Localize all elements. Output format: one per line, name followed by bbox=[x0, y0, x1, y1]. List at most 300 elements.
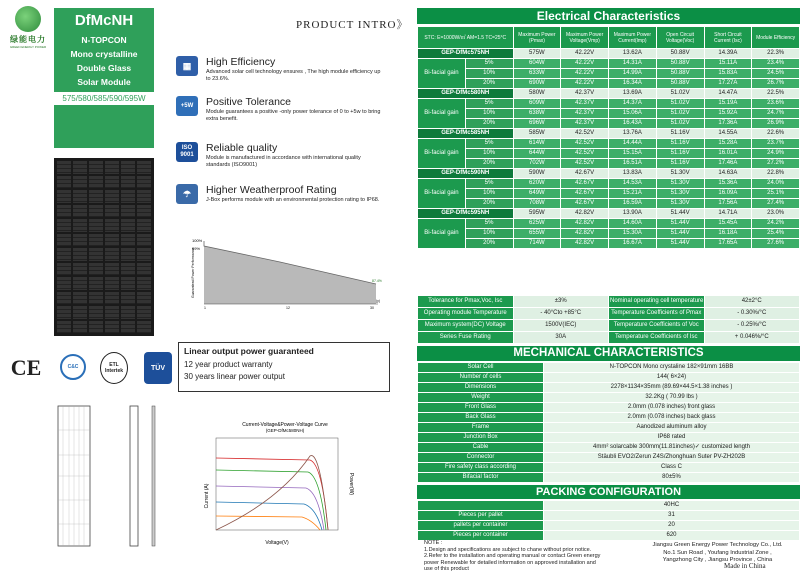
table-cell: IP68 rated bbox=[544, 433, 800, 443]
panel-cell bbox=[137, 190, 151, 203]
feature-title: Reliable quality bbox=[206, 142, 278, 154]
feature-title: Higher Weatherproof Rating bbox=[206, 184, 337, 196]
panel-cell bbox=[57, 248, 71, 261]
gain-row bbox=[418, 139, 800, 149]
table-cell: 14.99A bbox=[609, 69, 657, 79]
mechanical-row bbox=[418, 363, 800, 373]
tolerance-row bbox=[418, 332, 800, 344]
panel-cell bbox=[121, 277, 135, 290]
degr-x-tick: 1 bbox=[204, 306, 206, 310]
gain-row bbox=[418, 159, 800, 169]
table-cell: Bi-facial gain bbox=[418, 99, 466, 129]
table-cell: 13.69A bbox=[609, 89, 657, 99]
mechanical-table bbox=[417, 362, 800, 483]
table-cell: 15.28A bbox=[704, 139, 752, 149]
panel-cell bbox=[105, 248, 119, 261]
model-row bbox=[418, 169, 800, 179]
panel-cell bbox=[89, 306, 103, 319]
warranty-line: 30 years linear power output bbox=[184, 372, 285, 381]
note-line: use of this product bbox=[424, 566, 469, 573]
table-cell: 51.30V bbox=[656, 189, 704, 199]
mechanical-title: MECHANICAL CHARACTERISTICS bbox=[417, 346, 800, 361]
panel-cell bbox=[121, 219, 135, 232]
table-cell: 42.67V bbox=[561, 169, 609, 179]
panel-cell bbox=[105, 277, 119, 290]
table-cell: 15.92A bbox=[704, 109, 752, 119]
table-cell: GEP-DfMc585NH bbox=[418, 129, 514, 139]
table-cell: 42.37V bbox=[561, 119, 609, 129]
warranty-heading: Linear output power guaranteed bbox=[184, 346, 314, 356]
gain-row bbox=[418, 59, 800, 69]
table-cell: 51.30V bbox=[656, 179, 704, 189]
brand-name-cn: 绿能电力 bbox=[10, 35, 46, 44]
table-cell: 51.30V bbox=[656, 169, 704, 179]
panel-cell bbox=[89, 205, 103, 218]
table-cell: 15.45A bbox=[704, 219, 752, 229]
table-cell: 24.9% bbox=[752, 149, 800, 159]
panel-cell bbox=[105, 263, 119, 276]
panel-cell bbox=[89, 176, 103, 189]
solar-panel-icon: ▦ bbox=[176, 56, 198, 76]
table-cell: 575W bbox=[513, 49, 561, 59]
address-line: Yangzhong City , Jiangsu Province , China bbox=[662, 557, 773, 563]
iv-curve-chart bbox=[200, 420, 370, 552]
table-cell: 24.0% bbox=[752, 179, 800, 189]
table-cell: 51.02V bbox=[656, 109, 704, 119]
feature-positive-tolerance bbox=[176, 96, 391, 126]
table-cell: + 0.046%/°C bbox=[704, 332, 800, 344]
table-cell: 2.0mm (0.078 inches) front glass bbox=[544, 403, 800, 413]
gain-row bbox=[418, 199, 800, 209]
degr-area bbox=[204, 241, 376, 304]
panel-cell bbox=[73, 306, 87, 319]
table-cell: Cable bbox=[418, 443, 544, 453]
table-cell: Maximum Power (Pmax) bbox=[513, 27, 561, 49]
panel-cell bbox=[137, 277, 151, 290]
table-cell: Bi-facial gain bbox=[418, 59, 466, 89]
panel-cell bbox=[57, 205, 71, 218]
table-cell: 25.4% bbox=[752, 229, 800, 239]
table-cell: 51.16V bbox=[656, 159, 704, 169]
table-cell: Weight bbox=[418, 393, 544, 403]
table-cell: 51.16V bbox=[656, 139, 704, 149]
table-cell: 50.88V bbox=[656, 79, 704, 89]
table-cell: 17.27A bbox=[704, 79, 752, 89]
address-line: Jiangsu Green Energy Power Technology Co., Ltd. bbox=[652, 542, 783, 548]
feature-title: High Efficiency bbox=[206, 56, 276, 68]
table-cell: 14.71A bbox=[704, 209, 752, 219]
table-cell: Bi-facial gain bbox=[418, 179, 466, 209]
table-cell: 14.47A bbox=[704, 89, 752, 99]
panel-cell bbox=[121, 234, 135, 247]
panel-cell bbox=[121, 321, 135, 334]
table-cell: 609W bbox=[513, 99, 561, 109]
made-in: Made in China bbox=[724, 562, 766, 570]
panel-cell bbox=[57, 292, 71, 305]
table-cell: Temperature Coefficients of Pmax bbox=[609, 308, 705, 320]
iso-9001-icon: ISO 9001 bbox=[176, 142, 198, 162]
mechanical-row bbox=[418, 473, 800, 483]
weatherproof-icon: ☂ bbox=[176, 184, 198, 204]
table-cell: 42.52V bbox=[561, 139, 609, 149]
table-cell: Junction Box bbox=[418, 433, 544, 443]
electrical-table bbox=[417, 26, 800, 249]
feature-reliable-quality bbox=[176, 142, 391, 172]
table-cell: 20% bbox=[465, 79, 513, 89]
table-cell: 22.6% bbox=[752, 129, 800, 139]
table-cell: 20% bbox=[465, 199, 513, 209]
panel-cell bbox=[121, 190, 135, 203]
electrical-title: Electrical Characteristics bbox=[417, 8, 800, 24]
panel-cell bbox=[137, 321, 151, 334]
company-address bbox=[640, 542, 795, 565]
table-cell: 14.63A bbox=[704, 169, 752, 179]
panel-cell bbox=[137, 248, 151, 261]
panel-cell bbox=[105, 205, 119, 218]
table-cell: 15.11A bbox=[704, 59, 752, 69]
table-cell: 14.55A bbox=[704, 129, 752, 139]
table-cell: 42.52V bbox=[561, 149, 609, 159]
table-cell: Operating module Temperature bbox=[418, 308, 514, 320]
table-cell: 50.88V bbox=[656, 49, 704, 59]
packing-row bbox=[418, 521, 800, 531]
table-cell: 580W bbox=[513, 89, 561, 99]
panel-cell bbox=[73, 263, 87, 276]
table-cell: 585W bbox=[513, 129, 561, 139]
panel-cell bbox=[105, 190, 119, 203]
product-line: Mono crystalline bbox=[70, 49, 138, 59]
panel-cell bbox=[121, 205, 135, 218]
table-cell: 51.44V bbox=[656, 209, 704, 219]
panel-cell bbox=[105, 176, 119, 189]
panel-cell bbox=[73, 321, 87, 334]
table-cell: 51.44V bbox=[656, 239, 704, 249]
table-cell: 51.02V bbox=[656, 89, 704, 99]
table-cell: GEP-DfMc575NH bbox=[418, 49, 514, 59]
panel-cell bbox=[121, 292, 135, 305]
product-powers: 575/580/585/590/595W bbox=[54, 92, 154, 105]
table-cell: 10% bbox=[465, 229, 513, 239]
panel-cell bbox=[57, 263, 71, 276]
feature-weatherproof bbox=[176, 184, 391, 210]
table-cell: 22.5% bbox=[752, 89, 800, 99]
table-cell: 13.90A bbox=[609, 209, 657, 219]
table-cell: 15.19A bbox=[704, 99, 752, 109]
table-cell: Module Efficiency bbox=[752, 27, 800, 49]
panel-cell bbox=[57, 190, 71, 203]
table-cell: 27.2% bbox=[752, 159, 800, 169]
table-cell: 14.31A bbox=[609, 59, 657, 69]
table-cell: 5% bbox=[465, 179, 513, 189]
table-cell bbox=[418, 501, 544, 511]
module-edge-outline bbox=[152, 406, 155, 546]
table-cell: 23.7% bbox=[752, 139, 800, 149]
mechanical-row bbox=[418, 433, 800, 443]
iv-xlabel: Voltage(V) bbox=[265, 540, 289, 546]
panel-cell bbox=[57, 306, 71, 319]
note-heading: NOTE : bbox=[424, 540, 443, 546]
table-cell: 702W bbox=[513, 159, 561, 169]
table-cell: 20% bbox=[465, 239, 513, 249]
panel-cell bbox=[57, 161, 71, 174]
gain-row bbox=[418, 239, 800, 249]
table-cell: 42.67V bbox=[561, 179, 609, 189]
table-cell: 714W bbox=[513, 239, 561, 249]
panel-cell bbox=[137, 205, 151, 218]
panel-cell bbox=[57, 277, 71, 290]
panel-cell bbox=[73, 234, 87, 247]
table-cell: N-TOPCON Mono crystaline 182×91mm 16BB bbox=[544, 363, 800, 373]
panel-cell bbox=[137, 292, 151, 305]
table-cell: 30A bbox=[513, 332, 609, 344]
table-cell: 26.9% bbox=[752, 119, 800, 129]
table-cell: Fire safety class according bbox=[418, 463, 544, 473]
table-cell: 16.67A bbox=[609, 239, 657, 249]
table-cell: 42.82V bbox=[561, 229, 609, 239]
table-cell: GEP-DfMc595NH bbox=[418, 209, 514, 219]
table-cell: 5% bbox=[465, 59, 513, 69]
tolerance-row bbox=[418, 320, 800, 332]
table-cell: 42±2°C bbox=[704, 296, 800, 308]
panel-cell bbox=[57, 321, 71, 334]
logo-mark-icon bbox=[15, 6, 41, 32]
panel-cell bbox=[89, 219, 103, 232]
iv-ylabel: Current (A) bbox=[204, 483, 210, 509]
table-cell: Bi-facial gain bbox=[418, 219, 466, 249]
table-header-row bbox=[418, 27, 800, 49]
degr-x-tick: 30 bbox=[370, 306, 374, 310]
table-cell: 1500V(IEC) bbox=[513, 320, 609, 332]
mechanical-row bbox=[418, 383, 800, 393]
table-cell: - 0.30%/°C bbox=[704, 308, 800, 320]
panel-cell bbox=[89, 248, 103, 261]
table-cell: 13.62A bbox=[609, 49, 657, 59]
panel-cell bbox=[105, 219, 119, 232]
table-cell: Series Fuse Rating bbox=[418, 332, 514, 344]
gain-row bbox=[418, 229, 800, 239]
table-cell: 2.0mm (0.078 inches) back glass bbox=[544, 413, 800, 423]
table-cell: 20 bbox=[544, 521, 800, 531]
packing-table bbox=[417, 500, 800, 541]
packing-row bbox=[418, 501, 800, 511]
panel-cell bbox=[105, 306, 119, 319]
table-cell: 51.44V bbox=[656, 219, 704, 229]
table-cell: 26.7% bbox=[752, 79, 800, 89]
table-cell: 51.30V bbox=[656, 199, 704, 209]
degr-x-unit: (y) bbox=[376, 299, 381, 303]
table-cell: pallets per container bbox=[418, 521, 544, 531]
panel-cell bbox=[89, 263, 103, 276]
table-cell: - 0.25%/°C bbox=[704, 320, 800, 332]
table-cell: 20% bbox=[465, 119, 513, 129]
etl-intertek-mark-icon: ETL Intertek bbox=[100, 352, 128, 384]
table-cell: 5% bbox=[465, 219, 513, 229]
table-cell: 15.30A bbox=[609, 229, 657, 239]
table-cell: GEP-DfMc580NH bbox=[418, 89, 514, 99]
table-cell: 2278×1134×35mm (89.69×44.5×1.38 inches ) bbox=[544, 383, 800, 393]
panel-cell bbox=[57, 234, 71, 247]
table-cell: 42.67V bbox=[561, 199, 609, 209]
product-line: Double Glass bbox=[76, 63, 132, 73]
product-line: Solar Module bbox=[77, 77, 131, 87]
table-cell: 17.36A bbox=[704, 119, 752, 129]
table-cell: 51.44V bbox=[656, 229, 704, 239]
panel-cell bbox=[89, 234, 103, 247]
gain-row bbox=[418, 219, 800, 229]
table-cell: Temperature Coefficients of Voc bbox=[609, 320, 705, 332]
panel-cell bbox=[73, 205, 87, 218]
table-cell: 42.37V bbox=[561, 89, 609, 99]
gain-row bbox=[418, 99, 800, 109]
table-cell: Maximum Power Voltage(Vmp) bbox=[561, 27, 609, 49]
mechanical-row bbox=[418, 453, 800, 463]
table-cell: 17.65A bbox=[704, 239, 752, 249]
panel-cell bbox=[105, 292, 119, 305]
table-cell: 10% bbox=[465, 69, 513, 79]
table-cell: 625W bbox=[513, 219, 561, 229]
note-line: 2.Refer to the installation and operating manual or contact Green energy bbox=[424, 553, 601, 560]
panel-cell bbox=[73, 219, 87, 232]
table-cell: Bi-facial gain bbox=[418, 139, 466, 169]
note-line: power Renewable for detailed information on approved installation and bbox=[424, 559, 596, 566]
brand-name-en: GREEN ENERGY POWER bbox=[9, 45, 47, 49]
table-cell: 42.52V bbox=[561, 159, 609, 169]
table-cell: 17.46A bbox=[704, 159, 752, 169]
table-cell: Pieces per container bbox=[418, 531, 544, 541]
note-line: 1.Design and specifications are subject to chane without prior notice. bbox=[424, 546, 592, 553]
warranty-line: 12 year product warranty bbox=[184, 360, 273, 369]
degr-y-tick: 99% bbox=[192, 246, 201, 251]
table-cell: 22.8% bbox=[752, 169, 800, 179]
table-cell: Maximum Power Current(Imp) bbox=[609, 27, 657, 49]
panel-cell bbox=[89, 161, 103, 174]
panel-cell bbox=[137, 176, 151, 189]
panel-cell bbox=[121, 306, 135, 319]
table-cell: 15.83A bbox=[704, 69, 752, 79]
gain-row bbox=[418, 149, 800, 159]
table-cell: Bifacial factor bbox=[418, 473, 544, 483]
panel-cell bbox=[89, 292, 103, 305]
table-cell: 50.88V bbox=[656, 69, 704, 79]
table-cell: 649W bbox=[513, 189, 561, 199]
warranty-box bbox=[178, 342, 390, 392]
panel-cell bbox=[105, 321, 119, 334]
gain-row bbox=[418, 189, 800, 199]
module-dimension-drawing bbox=[40, 400, 165, 555]
table-cell: 16.09A bbox=[704, 189, 752, 199]
packing-row bbox=[418, 511, 800, 521]
table-cell: 644W bbox=[513, 149, 561, 159]
table-cell: 4mm² solarcable 300mm(11.81inches)✓ customized length bbox=[544, 443, 800, 453]
panel-cell bbox=[73, 277, 87, 290]
table-cell: 10% bbox=[465, 109, 513, 119]
table-cell: Back Glass bbox=[418, 413, 544, 423]
table-cell: GEP-DfMc590NH bbox=[418, 169, 514, 179]
table-cell: Frame bbox=[418, 423, 544, 433]
mechanical-row bbox=[418, 413, 800, 423]
table-cell: 42.37V bbox=[561, 109, 609, 119]
panel-cell bbox=[57, 219, 71, 232]
feature-high-efficiency bbox=[176, 56, 391, 86]
gain-row bbox=[418, 69, 800, 79]
table-cell: 51.16V bbox=[656, 149, 704, 159]
feature-desc: Module guarantees a positive -only power tolerance of 0 to +5w to bring extra benefit. bbox=[206, 109, 381, 122]
panel-cell bbox=[121, 248, 135, 261]
table-cell: 620W bbox=[513, 179, 561, 189]
table-cell: 32.2Kg ( 70.99 lbs ) bbox=[544, 393, 800, 403]
table-cell: 24.7% bbox=[752, 109, 800, 119]
table-cell: 42.82V bbox=[561, 239, 609, 249]
table-cell: 25.1% bbox=[752, 189, 800, 199]
panel-cell bbox=[105, 234, 119, 247]
panel-cell bbox=[121, 161, 135, 174]
table-cell: 42.22V bbox=[561, 69, 609, 79]
table-cell: 40HC bbox=[544, 501, 800, 511]
panel-cell bbox=[73, 248, 87, 261]
table-cell: Temperature Coefficients of Isc bbox=[609, 332, 705, 344]
note-block bbox=[424, 540, 634, 573]
table-cell: 13.76A bbox=[609, 129, 657, 139]
table-cell: 42.37V bbox=[561, 99, 609, 109]
table-cell: 14.37A bbox=[609, 99, 657, 109]
table-cell: 15.36A bbox=[704, 179, 752, 189]
panel-cell bbox=[89, 277, 103, 290]
table-cell: 655W bbox=[513, 229, 561, 239]
table-cell: 620 bbox=[544, 531, 800, 541]
packing-title: PACKING CONFIGURATION bbox=[417, 485, 800, 499]
table-cell: 42.67V bbox=[561, 189, 609, 199]
solar-panel-image bbox=[54, 158, 154, 336]
table-cell: 15.06A bbox=[609, 109, 657, 119]
feature-title: Positive Tolerance bbox=[206, 96, 292, 108]
gain-row bbox=[418, 119, 800, 129]
tuv-mark-icon: TÜV bbox=[144, 352, 172, 384]
product-model: DfMcNH bbox=[74, 12, 134, 29]
panel-cell bbox=[121, 263, 135, 276]
table-cell: Number of cells bbox=[418, 373, 544, 383]
iv-chart-subtitle: (GEP-DfMc580NH) bbox=[265, 428, 305, 433]
product-title-box bbox=[54, 8, 154, 148]
table-cell: Aanodized aluminum alloy bbox=[544, 423, 800, 433]
panel-cell bbox=[137, 219, 151, 232]
panel-cell bbox=[89, 321, 103, 334]
table-cell: Class C bbox=[544, 463, 800, 473]
table-cell: 42.22V bbox=[561, 49, 609, 59]
table-cell: 144( 6×24) bbox=[544, 373, 800, 383]
module-grid bbox=[58, 406, 90, 546]
table-cell: 50.88V bbox=[656, 59, 704, 69]
tolerance-table bbox=[417, 295, 800, 344]
table-cell: 690W bbox=[513, 79, 561, 89]
table-cell: 42.52V bbox=[561, 129, 609, 139]
table-cell: 42.22V bbox=[561, 59, 609, 69]
degr-ylabel: Guaranteed Power Performance bbox=[191, 247, 195, 298]
module-side-outline bbox=[130, 406, 138, 546]
mechanical-row bbox=[418, 423, 800, 433]
positive-tolerance-icon: +5W bbox=[176, 96, 198, 116]
table-cell: 24.2% bbox=[752, 219, 800, 229]
model-row bbox=[418, 209, 800, 219]
tolerance-row bbox=[418, 296, 800, 308]
table-cell: 16.59A bbox=[609, 199, 657, 209]
table-cell: 16.01A bbox=[704, 149, 752, 159]
table-cell: 51.02V bbox=[656, 119, 704, 129]
gain-row bbox=[418, 109, 800, 119]
table-cell: Tolerance for Pmax,Voc, Isc bbox=[418, 296, 514, 308]
table-cell: 31 bbox=[544, 511, 800, 521]
model-row bbox=[418, 129, 800, 139]
table-cell: 14.39A bbox=[704, 49, 752, 59]
